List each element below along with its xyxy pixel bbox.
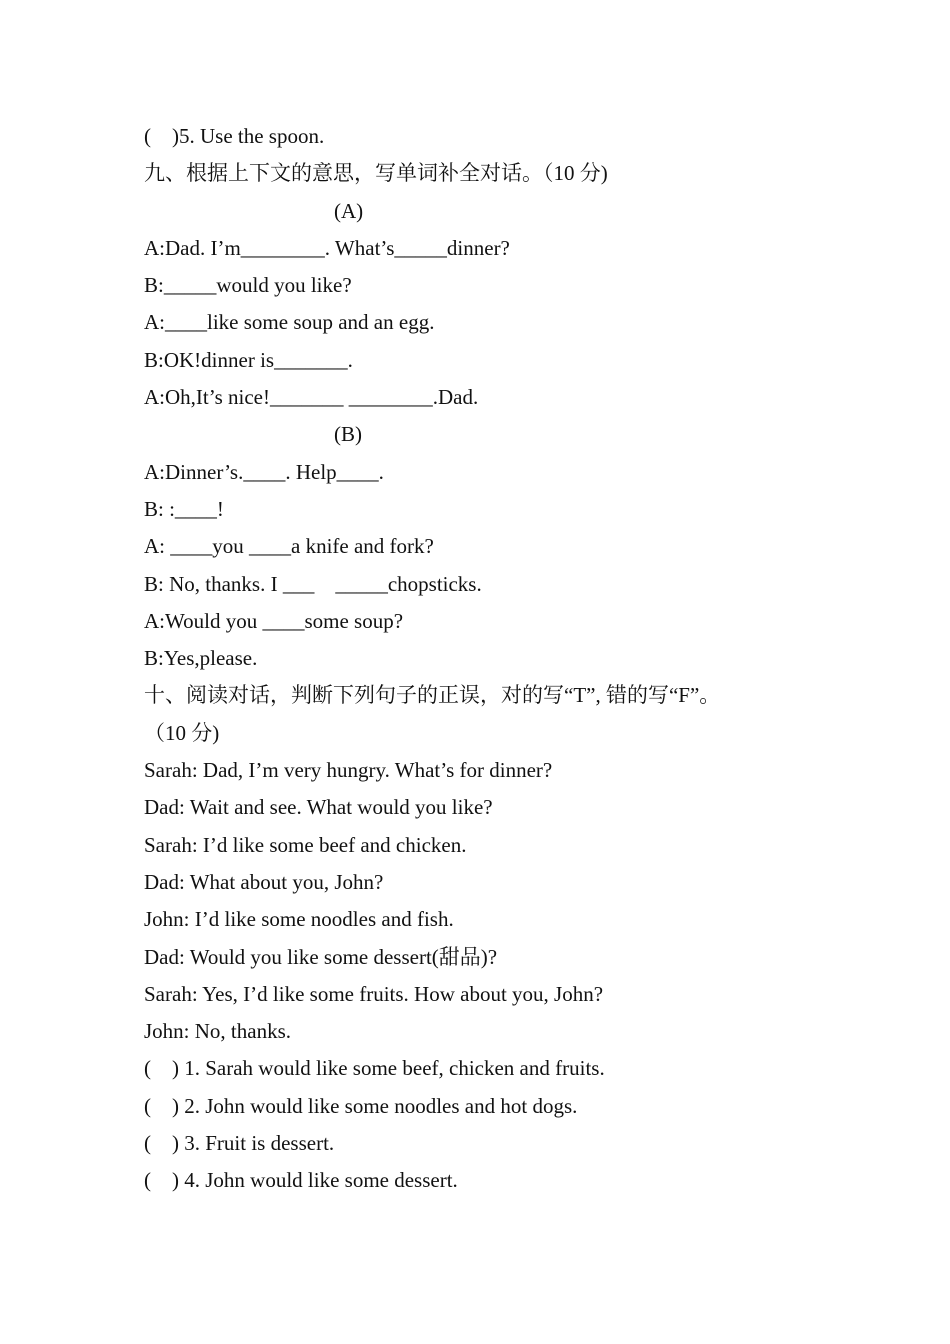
reading-dialogue-line: Sarah: Dad, I’m very hungry. What’s for dinner? — [144, 758, 553, 783]
question-item-5: ( )5. Use the spoon. — [144, 124, 325, 148]
reading-dialogue-line: Sarah: Yes, I’d like some fruits. How about you, John? — [144, 981, 604, 1006]
dialogue-line: A:____like some soup and an egg. — [144, 310, 435, 335]
judgement-item-1: ( ) 1. Sarah would like some beef, chicken and fruits. — [144, 1056, 605, 1081]
dialogue-line: A:Would you ____some soup? — [144, 608, 404, 633]
judgement-item-4: ( ) 4. John would like some dessert. — [144, 1168, 458, 1193]
judgement-item-2: ( ) 2. John would like some noodles and hot dogs. — [144, 1093, 578, 1118]
reading-dialogue-line: Dad: Would you like some dessert(甜品)? — [144, 944, 498, 969]
reading-dialogue-line: John: No, thanks. — [144, 1019, 291, 1044]
dialogue-line: A:Dinner’s.____. Help____. — [144, 459, 384, 484]
dialogue-line: B: No, thanks. I ___ _____chopsticks. — [144, 571, 482, 596]
judgement-item-3: ( ) 3. Fruit is dessert. — [144, 1131, 335, 1156]
dialogue-line: B: :____! — [144, 496, 224, 521]
section-10-heading: 十、阅读对话，判断下列句子的正误，对的写“T”, 错的写“F”。 — [144, 683, 721, 708]
worksheet-content — [144, 118, 824, 1200]
dialogue-line: B:Yes,please. — [144, 646, 258, 671]
section-10-score: （10 分) — [144, 720, 220, 745]
dialogue-b-label: (B) — [334, 422, 362, 447]
dialogue-line: B:_____would you like? — [144, 273, 352, 298]
dialogue-a-label: (A) — [334, 198, 364, 223]
reading-dialogue-line: John: I’d like some noodles and fish. — [144, 907, 454, 932]
reading-dialogue-line: Dad: Wait and see. What would you like? — [144, 795, 493, 820]
dialogue-line: A:Oh,It’s nice!_______ ________.Dad. — [144, 385, 479, 410]
dialogue-line: B:OK!dinner is_______. — [144, 347, 353, 372]
dialogue-line: A:Dad. I’m________. What’s_____dinner? — [144, 235, 510, 260]
section-9-heading: 九、根据上下文的意思，写单词补全对话。（10 分) — [144, 161, 608, 186]
dialogue-line: A: ____you ____a knife and fork? — [144, 534, 434, 559]
reading-dialogue-line: Sarah: I’d like some beef and chicken. — [144, 832, 467, 857]
reading-dialogue-line: Dad: What about you, John? — [144, 869, 384, 894]
